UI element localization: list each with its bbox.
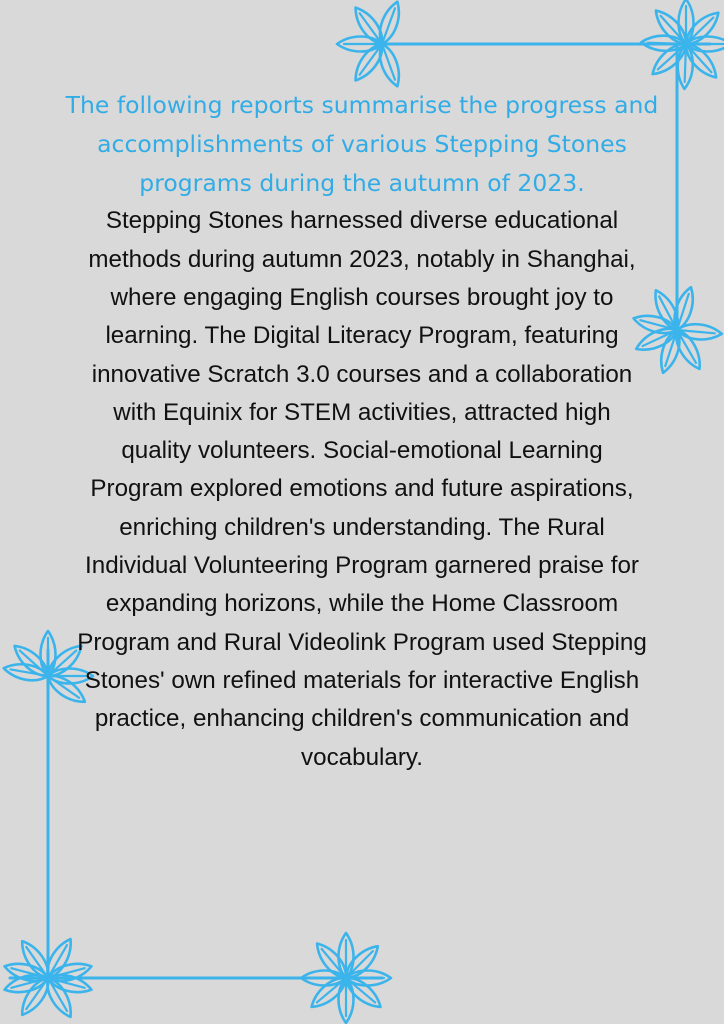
summary-paragraph: Stepping Stones harnessed diverse educational methods during autumn 2023, notably in Shanghai, where engaging English courses brought joy to learning. The Digital Literacy Program, featuring innovative Scratch 3.0 courses and a collaboration with Equinix for STEM activities, attracted high quality volunteers. Social-emotional Learning Program explored emotions and future aspirations, enriching children's understanding. The Rural Individual Volunteering Program garnered praise for expanding horizons, while the Home Classroom Program and Rural Videolink Program used Stepping Stones' own refined materials for interactive English practice, enhancing children's communication and vocabulary. (77, 207, 647, 771)
leaf-cluster-bottom-middle (301, 933, 391, 1023)
intro-paragraph: The following reports summarise the progress and accomplishments of various Stepping Stones programs during the autumn of 2023. (65, 91, 659, 197)
document-body (64, 86, 660, 777)
